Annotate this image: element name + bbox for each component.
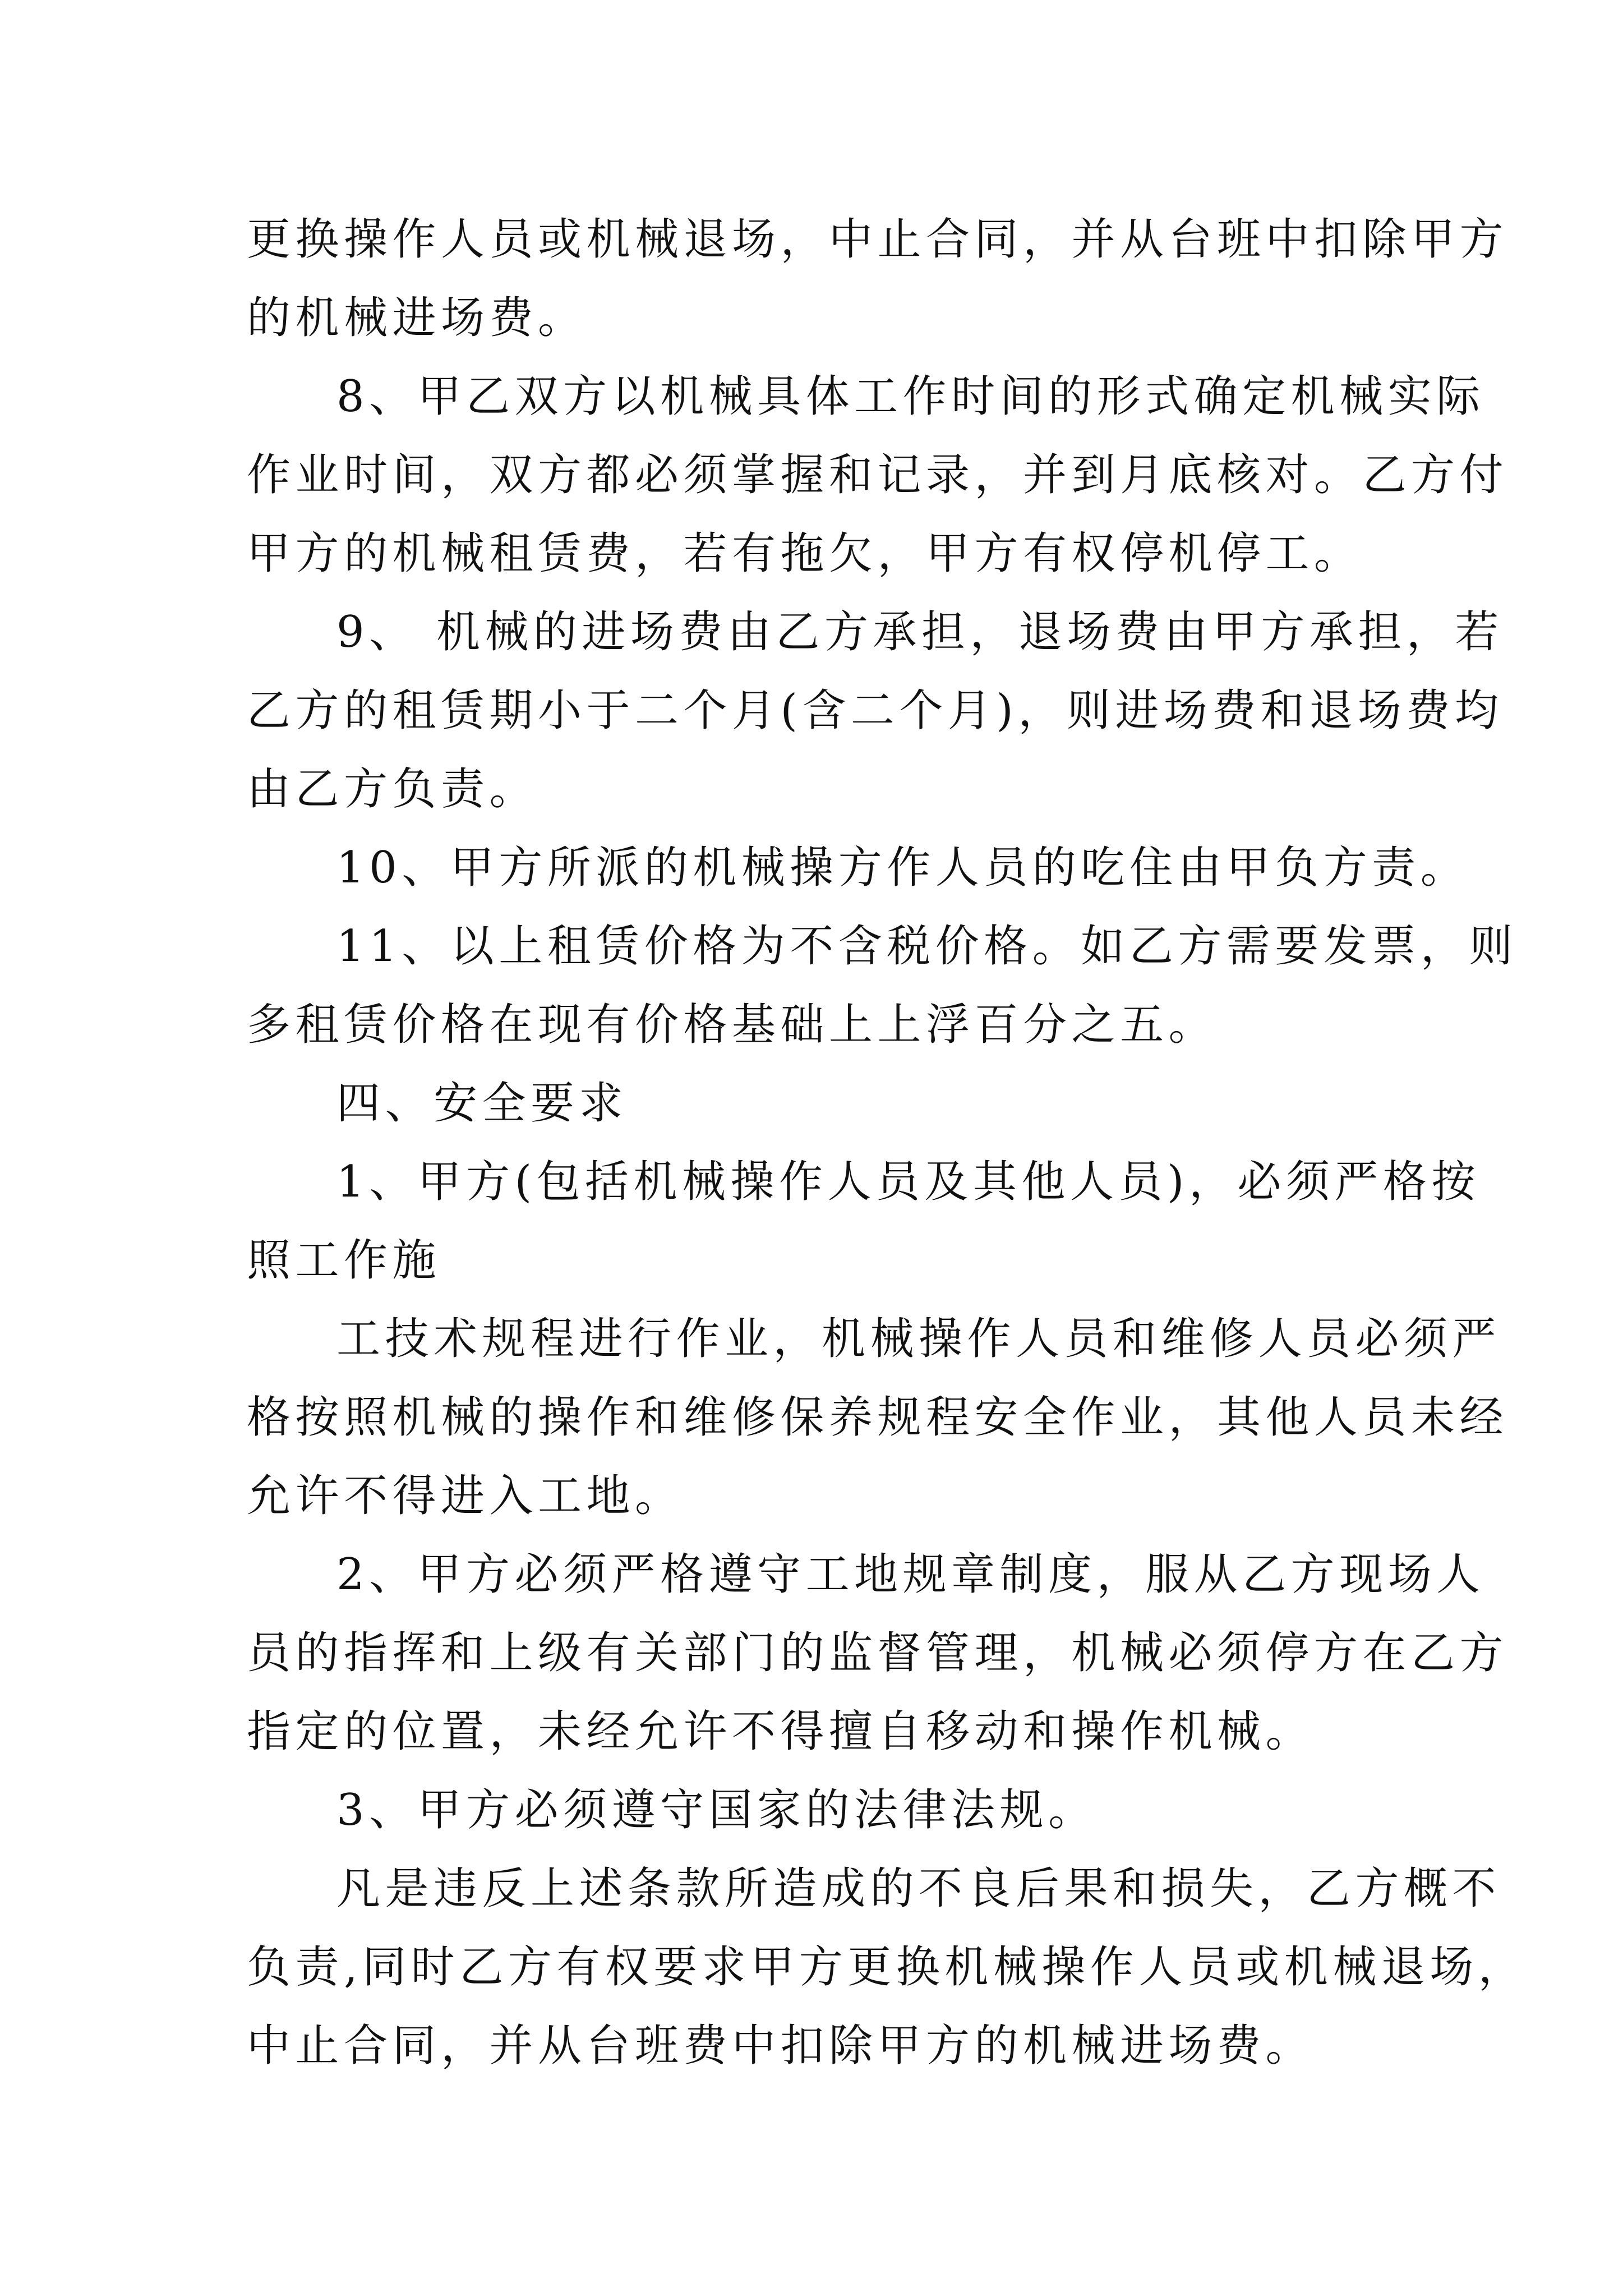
text-line: 10、甲方所派的机械操方作人员的吃住由甲负方责。 <box>336 843 1469 893</box>
section-heading: 四、安全要求 <box>336 1078 628 1129</box>
text-line: 1、甲方(包括机械操作人员及其他人员)，必须严格按 <box>336 1157 1480 1207</box>
text-line: 的机械进场费。 <box>247 293 587 343</box>
text-line: 甲方的机械租赁费，若有拖欠，甲方有权停机停工。 <box>247 528 1363 579</box>
text-line: 员的指挥和上级有关部门的监督管理，机械必须停方在乙方 <box>247 1628 1509 1678</box>
text-line: 11、以上租赁价格为不含税价格。如乙方需要发票，则 <box>336 921 1518 972</box>
text-line: 乙方的租赁期小于二个月(含二个月)，则进场费和退场费均 <box>247 685 1504 736</box>
text-line: 多租赁价格在现有价格基础上上浮百分之五。 <box>247 1000 1218 1050</box>
text-line: 工技术规程进行作业，机械操作人员和维修人员必须严 <box>336 1314 1501 1364</box>
text-line: 由乙方负责。 <box>247 764 538 815</box>
text-line: 凡是违反上述条款所造成的不良后果和损失，乙方概不 <box>336 1864 1501 1914</box>
text-line: 允许不得进入工地。 <box>247 1471 684 1521</box>
text-line: 格按照机械的操作和维修保养规程安全作业，其他人员未经 <box>247 1392 1509 1443</box>
text-line: 8、甲乙双方以机械具体工作时间的形式确定机械实际 <box>336 371 1485 422</box>
text-line: 照工作施 <box>247 1235 441 1286</box>
text-line: 2、甲方必须严格遵守工地规章制度，服从乙方现场人 <box>336 1549 1485 1600</box>
text-line: 3、甲方必须遵守国家的法律法规。 <box>336 1785 1097 1835</box>
text-line: 负责,同时乙方有权要求甲方更换机械操作人员或机械退场， <box>247 1942 1527 1993</box>
text-line: 9、 机械的进场费由乙方承担，退场费由甲方承担，若 <box>336 607 1504 657</box>
text-line: 指定的位置，未经允许不得擅自移动和操作机械。 <box>247 1706 1315 1757</box>
text-line: 中止合同，并从台班费中扣除甲方的机械进场费。 <box>247 2021 1315 2071</box>
text-line: 更换操作人员或机械退场，中止合同，并从台班中扣除甲方 <box>247 214 1509 265</box>
text-line: 作业时间，双方都必须掌握和记录，并到月底核对。乙方付 <box>247 450 1509 500</box>
